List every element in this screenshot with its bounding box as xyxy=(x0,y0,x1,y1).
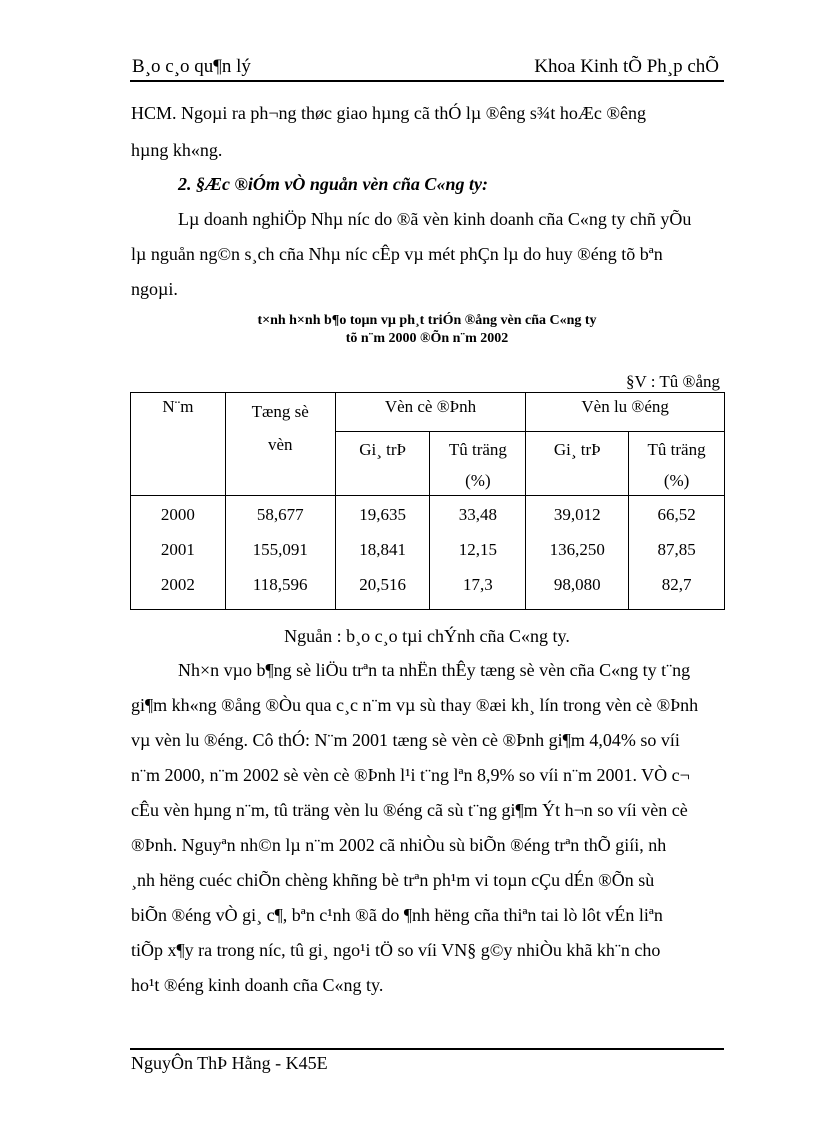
intro-line: HCM. Ngoµi ra ph¬ng thøc giao hµng cã thÓ lµ ®êng s¾t hoÆc ®êng xyxy=(131,103,647,123)
header-year: N¨m xyxy=(131,393,226,496)
col-working-value: 39,012 136,250 98,080 xyxy=(526,496,629,610)
paragraph-line: ¸nh hëng cuéc chiÕn chèng khñng bè trªn ph¹m vi toµn cÇu dÉn ®Õn sù xyxy=(131,870,655,890)
paragraph-line: biÕn ®éng vÒ gi¸ c¶, bªn c¹nh ®ã do ¶nh hëng cña thiªn tai lò lôt vÉn liªn xyxy=(131,905,663,925)
table-source: Nguån : b¸o c¸o tµi chÝnh cña C«ng ty. xyxy=(284,626,570,646)
paragraph-line: ngoµi. xyxy=(131,279,178,299)
subheader-value: Gi¸ trÞ xyxy=(526,432,629,496)
subheader-ratio: Tû träng (%) xyxy=(629,432,725,496)
footer-author: NguyÔn ThÞ Hằng - K45E xyxy=(131,1053,328,1073)
paragraph-line: ®Þnh. Nguyªn nh©n lµ n¨m 2002 cã nhiÒu sù biÕn ®éng trªn thÕ giíi, nh xyxy=(131,835,667,855)
paragraph-line: gi¶m kh«ng ®ång ®Òu qua c¸c n¨m vµ sù thay ®æi kh¸ lín trong vèn cè ®Þnh xyxy=(131,695,699,715)
header-fixed-capital: Vèn cè ®Þnh xyxy=(335,393,526,432)
col-total: 58,677 155,091 118,596 xyxy=(225,496,335,610)
paragraph-line: Nh×n vµo b¶ng sè liÖu trªn ta nhËn thÊy tæng sè vèn cña C«ng ty t¨ng xyxy=(178,660,691,680)
header-divider xyxy=(130,80,724,82)
table-unit: §V : Tû ®ång xyxy=(626,372,720,391)
table-title-line1: t×nh h×nh b¶o toµn vµ ph¸t triÓn ®ång vèn cña C«ng ty xyxy=(257,313,597,328)
subheader-value: Gi¸ trÞ xyxy=(335,432,430,496)
header-working-capital: Vèn lu ®éng xyxy=(526,393,725,432)
paragraph-line: n¨m 2000, n¨m 2002 sè vèn cè ®Þnh l¹i t¨ng lªn 8,9% so víi n¨m 2001. VÒ c¬ xyxy=(131,765,690,785)
subheader-ratio: Tû träng (%) xyxy=(430,432,526,496)
header-faculty: Khoa Kinh tÕ Ph¸p chÕ xyxy=(534,56,719,77)
footer-divider xyxy=(130,1048,724,1050)
header-report-title: B¸o c¸o qu¶n lý xyxy=(132,56,251,77)
paragraph-line: ho¹t ®éng kinh doanh cña C«ng ty. xyxy=(131,975,384,995)
paragraph-line: lµ nguån ng©n s¸ch cña Nhµ níc cÊp vµ mét phÇn lµ do huy ®éng tõ bªn xyxy=(131,244,663,264)
capital-table xyxy=(130,392,725,610)
col-fixed-value: 19,635 18,841 20,516 xyxy=(335,496,430,610)
col-years: 2000 2001 2002 xyxy=(131,496,226,610)
header-total-capital: Tæng sè vèn xyxy=(225,393,335,496)
intro-line: hµng kh«ng. xyxy=(131,140,223,160)
page-header xyxy=(130,52,723,82)
paragraph-line: Lµ doanh nghiÖp Nhµ níc do ®ã vèn kinh doanh cña C«ng ty chñ yÕu xyxy=(178,209,692,229)
table-title-line2: tõ n¨m 2000 ®Õn n¨m 2002 xyxy=(345,331,509,346)
paragraph-line: vµ vèn lu ®éng. Cô thÓ: N¨m 2001 tæng sè vèn cè ®Þnh gi¶m 4,04% so víi xyxy=(131,730,680,750)
section-heading: 2. §Æc ®iÓm vÒ nguån vèn cña C«ng ty: xyxy=(178,174,488,194)
paragraph-line: tiÕp x¶y ra trong níc, tû gi¸ ngo¹i tÖ so víi VN§ g©y nhiÒu khã kh¨n cho xyxy=(131,940,661,960)
paragraph-line: cÊu vèn hµng n¨m, tû träng vèn lu ®éng cã sù t¨ng gi¶m Ýt h¬n so víi vèn cè xyxy=(131,800,688,820)
col-working-ratio: 66,52 87,85 82,7 xyxy=(629,496,725,610)
col-fixed-ratio: 33,48 12,15 17,3 xyxy=(430,496,526,610)
table-body xyxy=(131,496,725,610)
